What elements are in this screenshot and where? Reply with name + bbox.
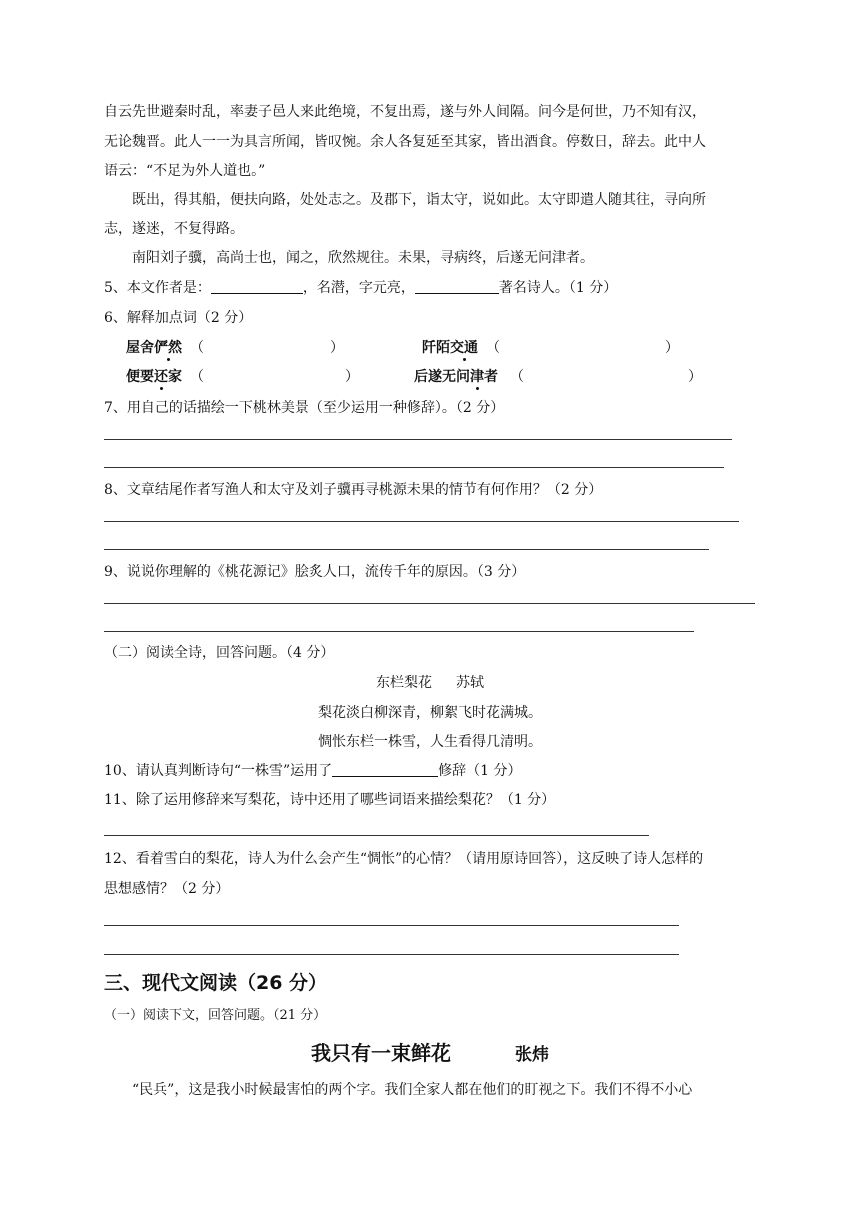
question-8: 8、文章结尾作者写渔人和太守及刘子骥再寻桃源未果的情节有何作用？（2 分） [104,482,603,498]
dotted-word: 交通 [450,340,478,356]
poem-author: 苏轼 [456,675,484,691]
section-3-title: 三、现代文阅读（26 分） [104,972,328,994]
q5-text-a: 5、本文作者是： [104,280,211,296]
q6-close-2: ） [665,340,679,356]
article-title-line [0,1040,860,1069]
q10-text-b: 修辞（1 分） [438,763,522,779]
passage-line-1: 自云先世避秦时乱，率妻子邑人来此绝境，不复出焉，遂与外人间隔。问今是何世，乃不知有汉， [104,104,706,120]
answer-line[interactable] [104,549,709,550]
question-10 [104,761,522,781]
article-first-line: “民兵”，这是我小时候最害怕的两个字。我们全家人都在他们的盯视之下。我们不得不小心 [132,1082,693,1098]
answer-line[interactable] [104,631,694,632]
question-12-line-1: 12、看着雪白的梨花，诗人为什么会产生“惆怅”的心情？（请用原诗回答），这反映了诗人怎样的 [104,851,704,867]
passage-line-3: 语云：“不足为外人道也。” [104,163,266,179]
question-6-title: 6、解释加点词（2 分） [104,310,253,326]
answer-line[interactable] [104,954,679,955]
answer-line[interactable] [104,439,732,440]
question-7: 7、用自己的话描绘一下桃林美景（至少运用一种修辞）。（2 分） [104,400,505,416]
question-9: 9、说说你理解的《桃花源记》脍炙人口，流传千年的原因。（3 分） [104,564,526,580]
poem-line-1: 梨花淡白柳深青，柳絮飞时花满城。 [318,705,542,721]
q6-open-2: （ [486,340,500,356]
section-3-sub: （一）阅读下文，回答问题。（21 分） [104,1008,327,1023]
poem-title: 东栏梨花 [376,675,432,691]
answer-line[interactable] [104,603,755,604]
q5-blank-dynasty[interactable] [415,279,499,294]
q10-text-a: 10、请认真判断诗句“一株雪”运用了 [104,763,333,779]
dotted-word: 俨然 [154,340,182,356]
q6-open-4: （ [510,369,524,385]
answer-line[interactable] [104,925,679,926]
passage-line-2: 无论魏晋。此人一一为具言所闻，皆叹惋。余人各复延至其家，皆出酒食。停数日，辞去。此中人 [104,134,706,150]
q5-text-b: ，名潜，字元亮， [302,280,415,296]
answer-line[interactable] [104,467,724,468]
article-title: 我只有一束鲜花 [311,1041,451,1065]
q6-close-4: ） [688,369,702,385]
article-author: 张炜 [515,1045,549,1065]
q6-term-4: 后遂无问津者 [414,369,498,385]
q6-term-1: 屋舍俨然 [126,340,182,356]
q6-term-3: 便要还家 [126,369,182,385]
q6-term-2: 阡陌交通 [422,340,478,356]
question-12-line-2: 思想感情？（2 分） [104,881,230,897]
answer-line[interactable] [104,835,649,836]
q6-open-1: （ [190,340,204,356]
poem-title-line [0,673,860,693]
answer-line[interactable] [104,521,739,522]
q6-close-1: ） [330,340,344,356]
dotted-word: 还 [154,369,168,385]
part-2-heading: （二）阅读全诗，回答问题。（4 分） [104,645,335,661]
q5-blank-author[interactable] [211,279,303,294]
q10-blank[interactable] [332,762,438,777]
question-5 [104,278,617,298]
poem-line-2: 惆怅东栏一株雪，人生看得几清明。 [318,734,542,750]
passage-line-6: 南阳刘子骥，高尚士也，闻之，欣然规往。未果，寻病终，后遂无问津者。 [132,250,594,266]
q5-text-c: 著名诗人。（1 分） [498,280,618,296]
q6-close-3: ） [345,369,359,385]
passage-line-4: 既出，得其船，便扶向路，处处志之。及郡下，诣太守，说如此。太守即遣人随其往，寻向所 [132,192,706,208]
question-11: 11、除了运用修辞来写梨花，诗中还用了哪些词语来描绘梨花？（1 分） [104,792,556,808]
passage-line-5: 志，遂迷，不复得路。 [104,221,244,237]
q6-open-3: （ [190,369,204,385]
dotted-word: 津 [470,369,484,385]
